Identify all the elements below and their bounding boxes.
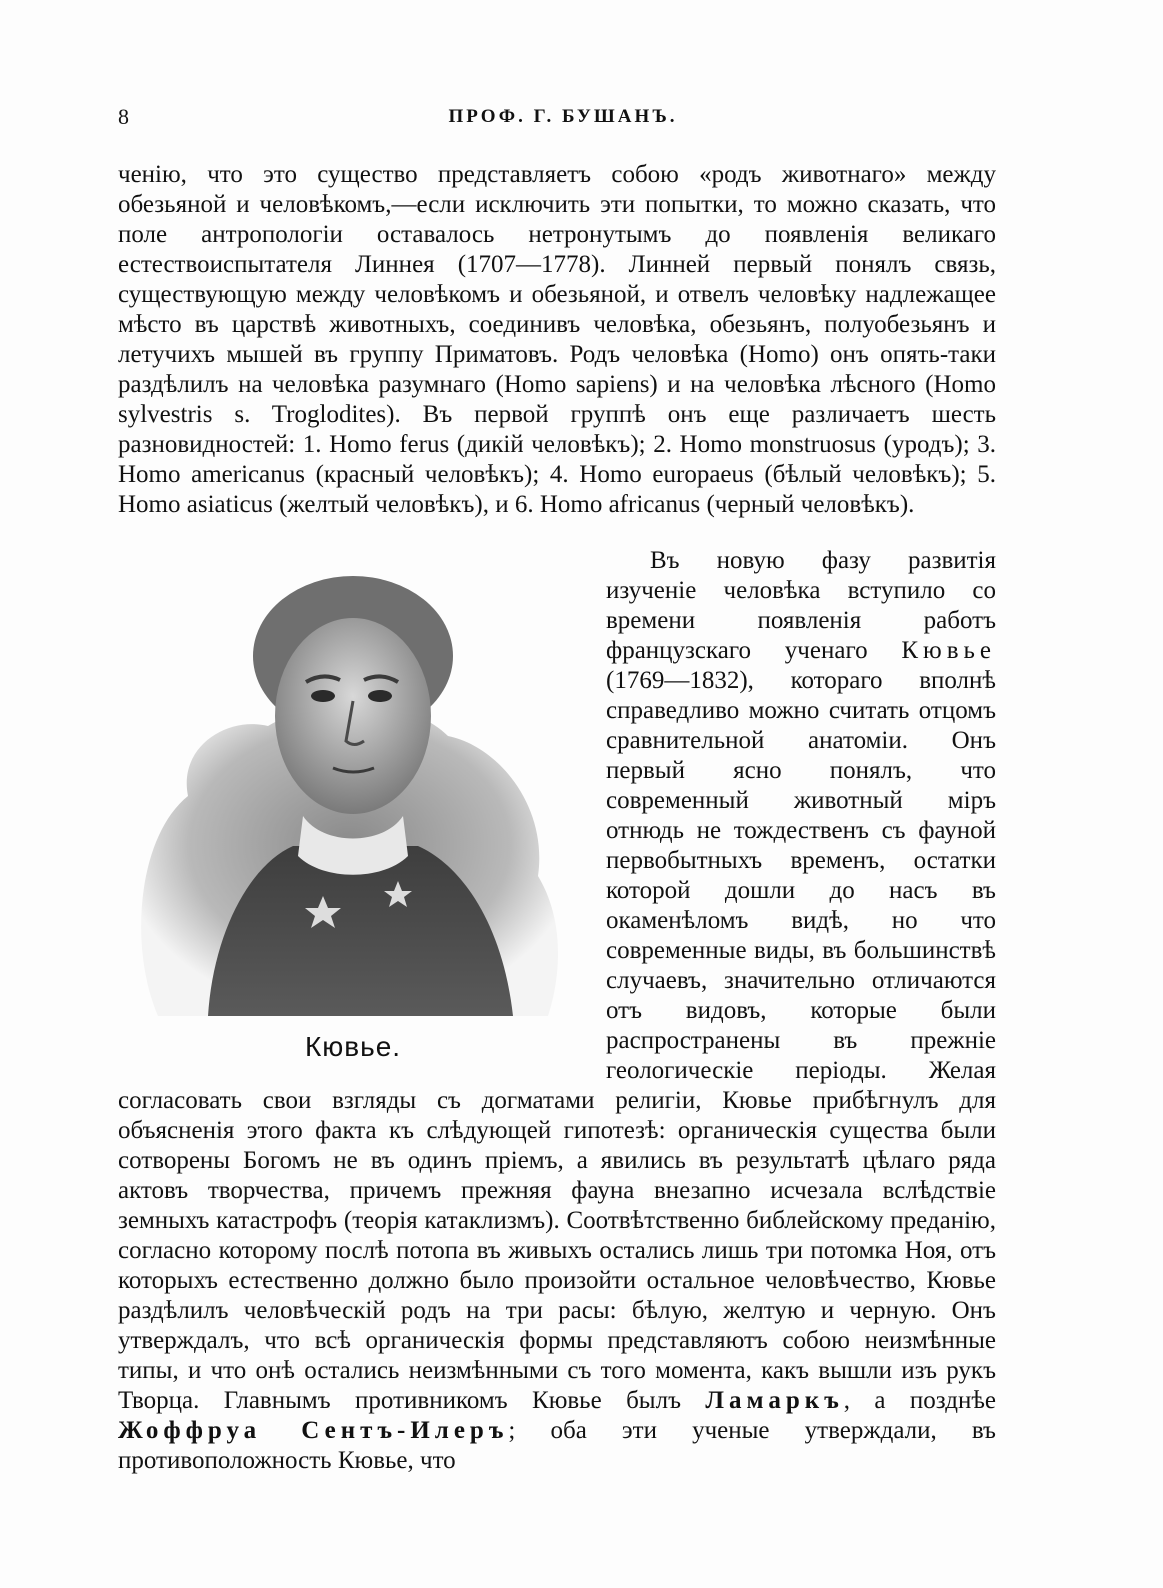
paragraph-linnaeus: ченію, что это существо представляетъ собою «родъ животнаго» между обезьяной и человѣкомъ,—если исключить эти попытки, то можно сказать, что поле антропологіи оставалось нетронутымъ до появленія великаго естествоиспытателя Линнея (1707—1778). Линней первый понялъ связь, существующую между человѣкомъ и обезьяной, и отвелъ человѣку надлежащее мѣсто въ царствѣ животныхъ, соединивъ человѣка, обезьянъ, полуобезьянъ и летучихъ мышей въ группу Приматовъ. Родъ человѣка (Homo) онъ опять-таки раздѣлилъ на человѣка разумнаго (Homo sapiens) и на человѣка лѣсного (Homo sylvestris s. Troglodites). Въ первой группѣ онъ еще различаетъ шесть разновидностей: 1. Homo ferus (дикій человѣкъ); 2. Homo monstruosus (уродъ); 3. Homo americanus (красный человѣкъ); 4. Homo europaeus (бѣлый человѣкъ); 5. Homo asiaticus (желтый человѣкъ), и 6. Homo africanus (черный человѣкъ). <box>118 161 996 518</box>
paragraph-cuvier-part-a: Въ новую фазу развитія изученіе человѣка вступило со времени появленія работъ французскаго ученаго <box>606 547 996 664</box>
paragraph-cuvier-part-c: , а позднѣе <box>843 1387 996 1414</box>
name-cuvier: Кювье <box>901 637 996 664</box>
figure-caption: Кювье. <box>304 1031 402 1062</box>
body-text-with-figure <box>118 546 996 1476</box>
page-header <box>118 104 1008 134</box>
page-number: 8 <box>118 104 130 129</box>
cuvier-portrait-image <box>118 546 588 1026</box>
name-lamarck: Ламаркъ <box>705 1387 844 1414</box>
name-geoffroy: Жоффруа Сентъ-Илеръ <box>118 1417 509 1444</box>
paragraph-cuvier-part-d: ; оба эти ученые утверждали, въ противоположность Кювье, что <box>118 1417 996 1474</box>
paragraph-cuvier-part-b: (1769—1832), котораго вполнѣ справедливо можно считать отцомъ сравнительной анатоміи. Онъ первый ясно понялъ, что современный животный міръ отнюдь не тождественъ съ фауной первобытныхъ временъ, остатки которой дошли до насъ въ окаменѣломъ видѣ, но что современные виды, въ большинствѣ случаевъ, значительно отличаются отъ видовъ, которые были распространены въ прежніе геологическіе періоды. Желая согласовать свои взгляды съ догматами религіи, Кювье прибѣгнулъ для объясненія этого факта къ слѣдующей гипотезѣ: органическія существа были сотворены Богомъ не въ одинъ пріемъ, а явились въ результатѣ цѣлаго ряда актовъ творчества, причемъ прежняя фауна внезапно исчезала вслѣдствіе земныхъ катастрофъ (теорія катаклизмъ). Соотвѣтственно библейскому преданію, согласно которому послѣ потопа въ живыхъ остались лишь три потомка Ноя, отъ которыхъ естественно должно было произойти остальное человѣчество, Кювье раздѣлилъ человѣческій родъ на три расы: бѣлую, желтую и черную. Онъ утверждалъ, что всѣ органическія формы представляютъ собою неизмѣнные типы, и что онѣ остались неизмѣнными съ того момента, какъ вышли изъ рукъ Творца. Главнымъ противникомъ Кювье былъ <box>118 667 996 1414</box>
body-text-top <box>118 160 996 520</box>
figure-cuvier <box>110 546 596 1081</box>
running-head: ПРОФ. Г. БУШАНЪ. <box>448 106 678 127</box>
